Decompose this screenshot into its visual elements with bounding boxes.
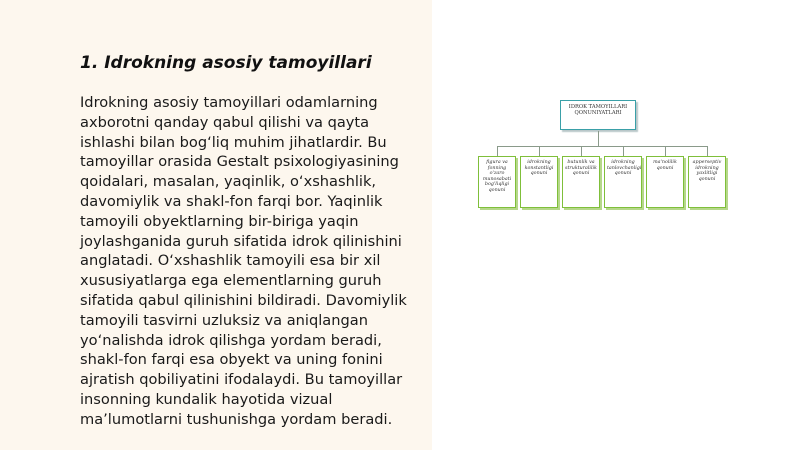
connector-drop	[665, 146, 666, 156]
diagram-child-box: ma'nolilik qonuni	[646, 156, 684, 208]
diagram-child-box: idrokning tanlovchanligi qonuni	[604, 156, 642, 208]
connector-drop	[623, 146, 624, 156]
diagram-child-box: butunlik va strukturalilik qonuni	[562, 156, 600, 208]
connector-horizontal	[497, 146, 707, 147]
section-heading: 1. Idrokning asosiy tamoyillari	[80, 53, 372, 73]
diagram-child-box: apperseptiv idrokning yaxlitligi qonuni	[688, 156, 726, 208]
org-chart-diagram	[470, 95, 735, 220]
connector-drop	[707, 146, 708, 156]
connector-vertical	[598, 131, 599, 146]
diagram-root-box: IDROK TAMOYILLARI QONUNIYATLARI	[560, 100, 636, 130]
diagram-child-box: figura va fonning o'zaro munosabati bog'liqligi qonuni	[478, 156, 516, 208]
connector-drop	[539, 146, 540, 156]
body-paragraph: Idrokning asosiy tamoyillari odamlarning axborotni qanday qabul qilishi va qayta ishlashi bilan bog‘liq muhim jihatlardir. Bu tamoyillar orasida Gestalt psixologiyasining qoidalari, masalan, yaqinlik, o‘xshashlik, davomiylik va shakl-fon farqi bor. Yaqinlik tamoyili obyektlarning bir-biriga yaqin joylashganida guruh sifatida idrok qilinishini anglatadi. O‘xshashlik tamoyili esa bir xil xususiyatlarga ega elementlarning guruh sifatida qabul qilinishini bildiradi. Davomiylik tamoyili tasvirni uzluksiz va aniqlangan yo‘nalishda idrok qilishga yordam beradi, shakl-fon farqi esa obyekt va uning fonini ajratish qobiliyatini ifodalaydi. Bu tamoyillar insonning kundalik hayotida vizual ma’lumotlarni tushunishga yordam beradi.	[80, 94, 407, 428]
connector-drop	[581, 146, 582, 156]
diagram-child-box: idrokning konstantligi qonuni	[520, 156, 558, 208]
connector-drop	[497, 146, 498, 156]
